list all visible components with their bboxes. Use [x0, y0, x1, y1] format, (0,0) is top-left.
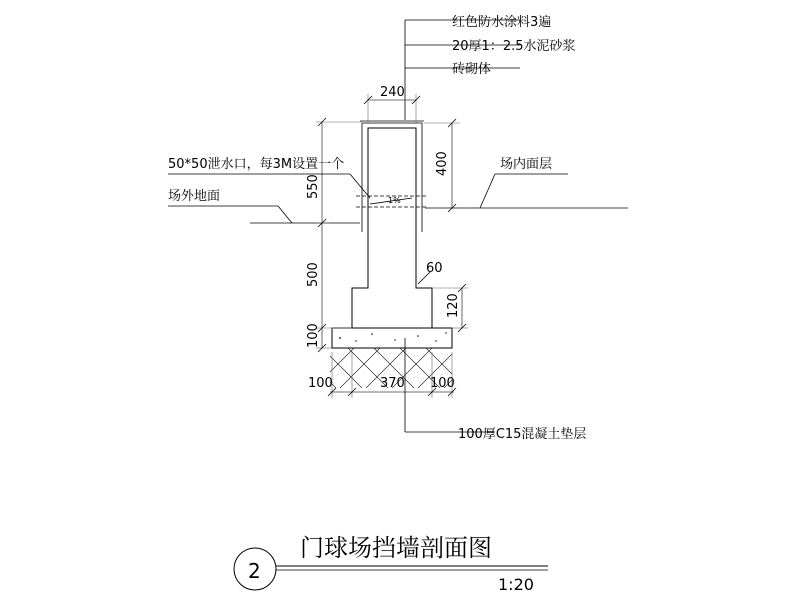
note-brick: 砖砌体: [452, 62, 492, 77]
dim-lower-left: 500: [306, 262, 321, 287]
label-drain: 50*50泄水口，每3M设置一个: [168, 157, 345, 172]
cushion-dots: [339, 332, 447, 341]
title-scale: 1:20: [498, 575, 534, 594]
brick-wall-body: [352, 128, 432, 328]
label-inside-surface: 场内面层: [500, 157, 553, 172]
dim-upper-right: 400: [435, 151, 450, 176]
dim-cushion-height: 100: [306, 323, 321, 348]
note-mortar: 20厚1：2.5水泥砂浆: [452, 39, 576, 54]
dim-base-right: 100: [430, 376, 455, 391]
dim-top-width: 240: [380, 85, 405, 100]
label-cushion: 100厚C15混凝土垫层: [458, 427, 587, 442]
concrete-cushion: [332, 328, 452, 348]
title-text: 门球场挡墙剖面图: [300, 534, 492, 562]
title-number: 2: [248, 559, 261, 583]
label-outside-ground: 场外地面: [168, 189, 221, 204]
mortar-layer: [362, 123, 422, 232]
dim-base-mid: 370: [380, 376, 405, 391]
dim-step: 60: [426, 261, 443, 276]
dim-upper-left: 550: [306, 174, 321, 199]
note-waterproof: 红色防水涂料3遍: [452, 15, 552, 30]
drain-slope-text: 1%: [388, 196, 401, 205]
dim-footing-height: 120: [446, 293, 461, 318]
dim-base-left: 100: [308, 376, 333, 391]
